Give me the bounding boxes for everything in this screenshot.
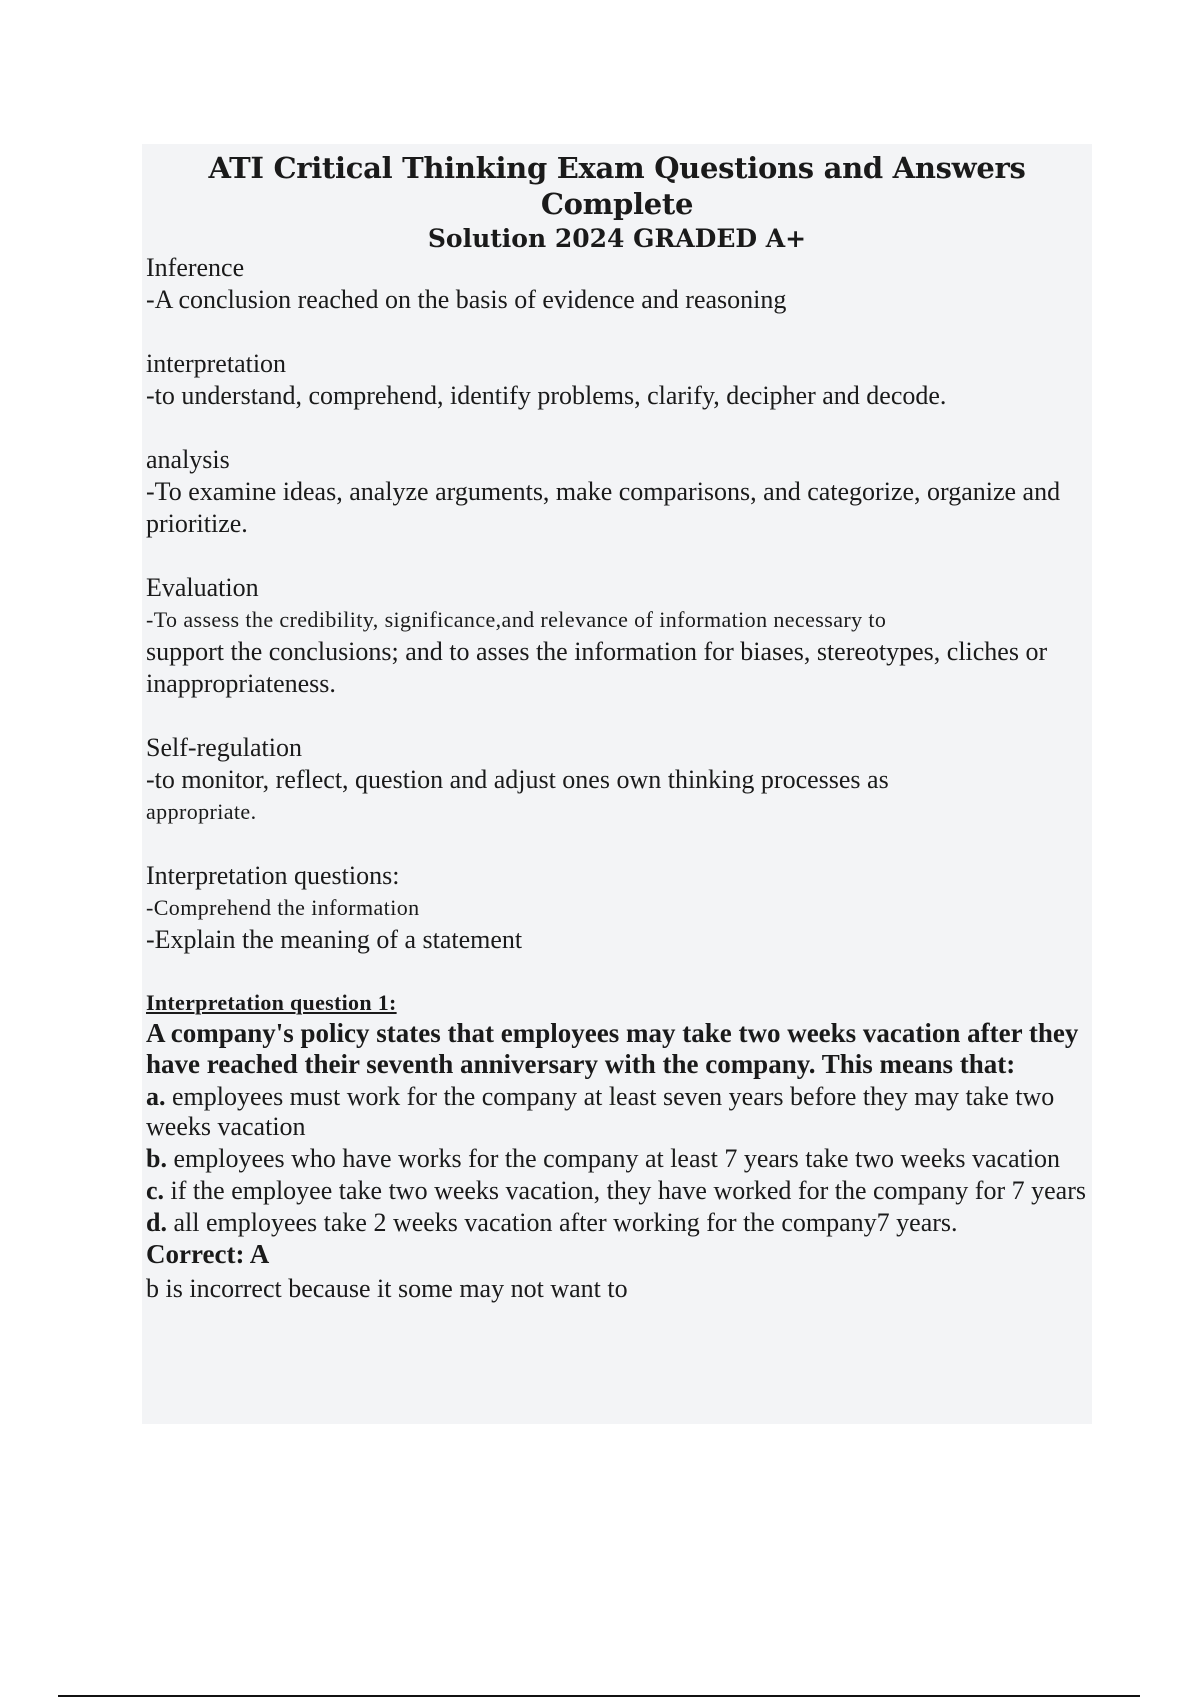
entry-interpretation	[146, 348, 1086, 412]
definition-first-line: -Comprehend the information	[146, 895, 420, 920]
definition: support the conclusions; and to asses the information for biases, stereotypes, cliches or inappropriateness.	[146, 637, 1048, 698]
term: interpretation	[146, 349, 287, 378]
entry-inference	[146, 252, 1086, 316]
entry-analysis	[146, 444, 1086, 540]
title-line-2: Solution 2024 GRADED A+	[427, 224, 807, 253]
term: analysis	[146, 445, 230, 474]
definition: -to understand, comprehend, identify problems, clarify, decipher and decode.	[146, 381, 947, 410]
entry-self-regulation	[146, 732, 1086, 828]
option-letter: b.	[146, 1144, 167, 1173]
definition: -To examine ideas, analyze arguments, make comparisons, and categorize, organize and prioritize.	[146, 477, 1061, 538]
option-d	[146, 1208, 1086, 1238]
definition: -A conclusion reached on the basis of evidence and reasoning	[146, 285, 787, 314]
option-letter: d.	[146, 1208, 167, 1237]
term: Interpretation questions:	[146, 861, 400, 890]
option-c	[146, 1176, 1086, 1206]
footer-divider	[58, 1695, 1140, 1697]
option-letter: c.	[146, 1176, 165, 1205]
option-text: employees who have works for the company at least 7 years take two weeks vacation	[173, 1144, 1061, 1173]
option-text: all employees take 2 weeks vacation after working for the company7 years.	[173, 1208, 958, 1237]
title-line-1: ATI Critical Thinking Exam Questions and Answers Complete	[208, 151, 1026, 221]
definition: -to monitor, reflect, question and adjust ones own thinking processes as	[146, 765, 889, 794]
option-text: employees must work for the company at least seven years before they may take two weeks vacation	[146, 1082, 1055, 1141]
term: Evaluation	[146, 573, 259, 602]
answer-explanation: b is incorrect because it some may not want to	[146, 1274, 628, 1303]
document-page	[142, 144, 1092, 1424]
document-title	[142, 144, 1092, 256]
definition: -Explain the meaning of a statement	[146, 925, 523, 954]
correct-answer: Correct: A	[146, 1239, 270, 1269]
option-a	[146, 1082, 1086, 1142]
definition-first-line: -To assess the credibility, significance,and relevance of information necessary to	[146, 607, 887, 632]
entry-interpretation-questions	[146, 860, 1086, 956]
question-text: A company's policy states that employees may take two weeks vacation after they have reached their seventh anniversary with the company. This means that:	[146, 1018, 1079, 1079]
question-heading: Interpretation question 1:	[146, 990, 397, 1015]
option-b	[146, 1144, 1086, 1174]
term: Inference	[146, 253, 245, 282]
document-body	[146, 252, 1086, 1306]
term: Self-regulation	[146, 733, 302, 762]
option-letter: a.	[146, 1082, 166, 1111]
definition-last-line: appropriate.	[146, 799, 257, 824]
option-text: if the employee take two weeks vacation, they have worked for the company for 7 years	[170, 1176, 1086, 1205]
question-block	[146, 988, 1086, 1306]
entry-evaluation	[146, 572, 1086, 700]
